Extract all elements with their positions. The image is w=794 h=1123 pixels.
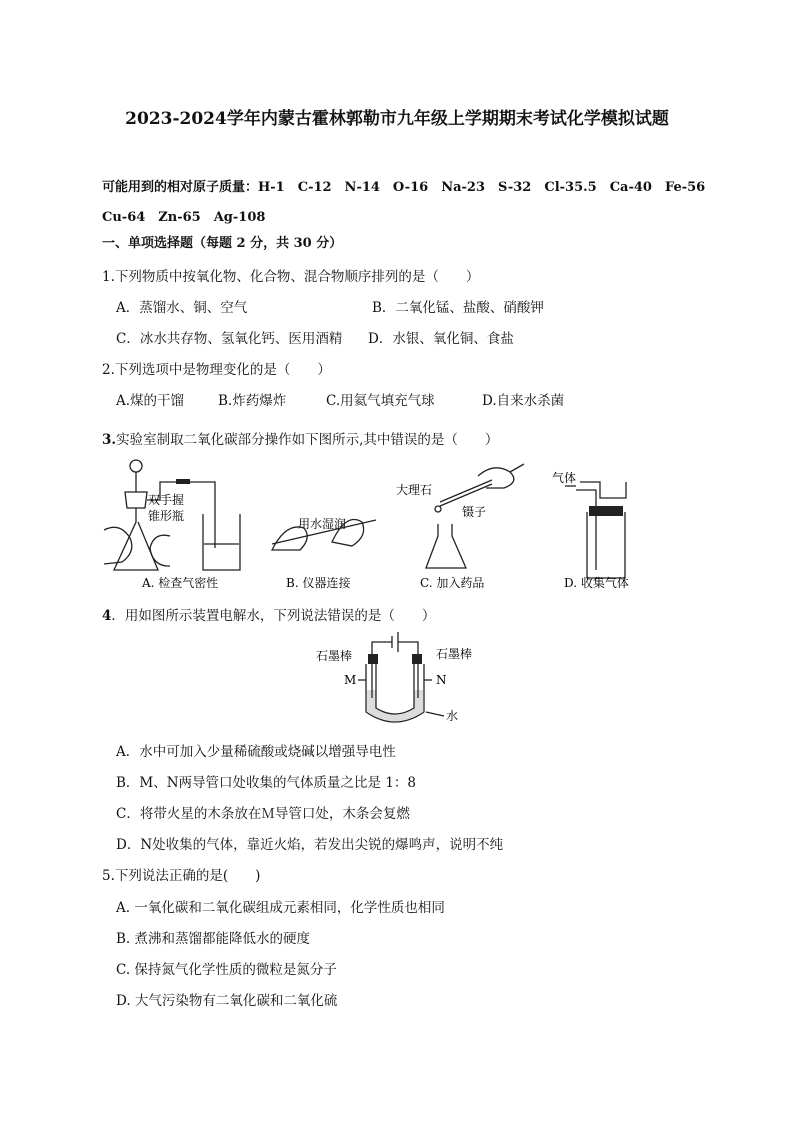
q1-option-d: D．水银、氧化铜、食盐 <box>368 331 514 347</box>
fig-c-caption: C. 加入药品 <box>420 576 485 590</box>
q4-option-a: A．水中可加入少量稀硫酸或烧碱以增强导电性 <box>116 744 396 760</box>
q4-option-b: B．M、N两导管口处收集的气体质量之比是 1：8 <box>116 775 417 791</box>
fig-a-label-2: 锥形瓶 <box>148 509 185 523</box>
q5-option-d: D. 大气污染物有二氧化碳和二氧化硫 <box>116 993 338 1009</box>
fig-d-apparatus <box>565 482 626 578</box>
q5-option-b: B. 煮沸和蒸馏都能降低水的硬度 <box>116 931 311 947</box>
fig-c-label-tweezers: 镊子 <box>462 505 487 519</box>
section-heading: 一、单项选择题（每题 2 分，共 30 分） <box>102 236 343 251</box>
q5-option-a: A. 一氧化碳和二氧化碳组成元素相同，化学性质也相同 <box>116 900 445 916</box>
q2-option-d: D.自来水杀菌 <box>482 393 565 409</box>
q2-option-a: A.煤的干馏 <box>116 393 185 409</box>
q2-option-c: C.用氦气填充气球 <box>326 393 435 409</box>
q4-label-graphite-right: 石墨棒 <box>436 647 473 661</box>
atomic-masses-line2: Cu-64 Zn-65 Ag-108 <box>102 210 266 225</box>
q2-stem: 2.下列选项中是物理变化的是（ ） <box>102 362 331 378</box>
q1-stem: 1.下列物质中按氧化物、化合物、混合物顺序排列的是（ ） <box>102 269 480 285</box>
q1-option-a: A．蒸馏水、铜、空气 <box>116 300 248 316</box>
q4-stem-text: ．用如图所示装置电解水，下列说法错误的是（ ） <box>111 608 436 624</box>
fig-d-caption: D. 收集气体 <box>564 576 629 590</box>
q3-number: 3. <box>102 432 117 448</box>
q4-label-water: 水 <box>446 709 459 723</box>
q4-electrolysis-figure <box>310 628 490 728</box>
fig-a-label-1: 双手握 <box>148 493 185 507</box>
atomic-masses-line1: 可能用到的相对原子质量：H-1 C-12 N-14 O-16 Na-23 S-32 Cl-35.5 Ca-40 Fe-56 <box>102 180 706 195</box>
q4-stem <box>102 604 435 624</box>
q4-label-graphite-left: 石墨棒 <box>316 649 353 663</box>
q3-stem <box>102 428 498 448</box>
q3-stem-text: 实验室制取二氧化碳部分操作如下图所示,其中错误的是（ ） <box>116 432 499 448</box>
q5-option-c: C. 保持氮气化学性质的微粒是氮分子 <box>116 962 337 978</box>
q4-option-c: C．将带火星的木条放在Ｍ导管口处，木条会复燃 <box>116 806 410 822</box>
fig-b-caption: B. 仪器连接 <box>286 576 351 590</box>
q2-option-b: B.炸药爆炸 <box>218 393 287 409</box>
fig-d-label-gas: 气体 <box>552 471 577 485</box>
q5-stem: 5.下列说法正确的是( ) <box>102 868 261 884</box>
q1-option-c: C．冰水共存物、氢氧化钙、医用酒精 <box>116 331 343 347</box>
fig-c-label-marble: 大理石 <box>396 483 433 497</box>
q1-option-b: B．二氧化锰、盐酸、硝酸钾 <box>372 300 544 316</box>
q4-number: 4 <box>102 608 112 624</box>
fig-b-label: 用水湿润 <box>298 517 347 531</box>
q3-figure <box>100 452 660 597</box>
q4-label-n: N <box>436 673 447 687</box>
q4-label-m: M <box>344 673 357 687</box>
page-title: 2023-2024学年内蒙古霍林郭勒市九年级上学期期末考试化学模拟试题 <box>125 109 669 129</box>
fig-a-caption: A. 检查气密性 <box>142 576 219 590</box>
q4-option-d: D．N处收集的气体，靠近火焰，若发出尖锐的爆鸣声，说明不纯 <box>116 837 504 853</box>
